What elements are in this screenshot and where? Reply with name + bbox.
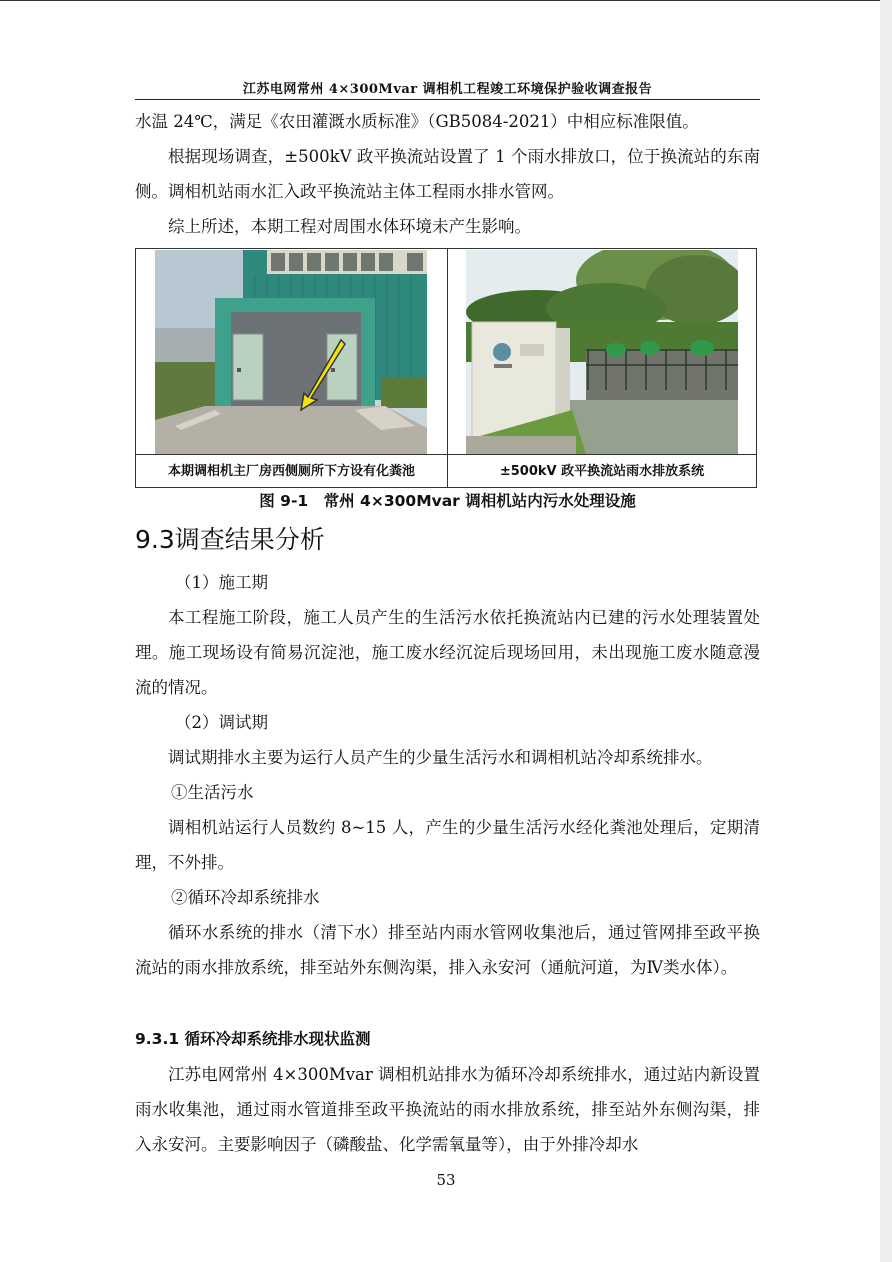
figure-title: 图 9-1 常州 4×300Mvar 调相机站内污水处理设施: [259, 492, 636, 510]
paragraph-domestic-sewage: 调相机站运行人员数约 8~15 人，产生的少量生活污水经化粪池处理后，定期清理，不外排。: [135, 818, 760, 872]
caption-left: 本期调相机主厂房西侧厕所下方设有化粪池: [167, 464, 415, 479]
heading-domestic-sewage: ①生活污水: [171, 783, 254, 802]
heading-cooling-drainage: ②循环冷却系统排水: [171, 888, 320, 907]
figure-9-1: [135, 248, 757, 488]
paragraph-rain-outlet: 根据现场调查，±500kV 政平换流站设置了 1 个雨水排放口，位于换流站的东南侧。调相机站雨水汇入政平换流站主体工程雨水排水管网。: [135, 147, 760, 201]
header-rule: [135, 99, 760, 100]
subsection-heading: 9.3.1 循环冷却系统排水现状监测: [135, 1030, 371, 1048]
section-heading: 9.3调查结果分析: [135, 525, 325, 554]
paragraph-construction: 本工程施工阶段，施工人员产生的生活污水依托换流站内已建的污水处理装置处理。施工现场设有简易沉淀池，施工废水经沉淀后现场回用，未出现施工废水随意漫流的情况。: [135, 608, 760, 697]
page-edge: [880, 0, 892, 1262]
running-header: 江苏电网常州 4×300Mvar 调相机工程竣工环境保护验收调查报告: [242, 82, 653, 97]
page-number: 53: [436, 1171, 456, 1189]
figure-divider: [447, 249, 448, 488]
top-border: [0, 0, 892, 1]
paragraph-water-temp: 水温 24℃，满足《农田灌溉水质标准》（GB5084-2021）中相应标准限值。: [135, 112, 699, 131]
paragraph-summary: 综上所述，本期工程对周围水体环境未产生影响。: [168, 217, 531, 236]
rainwater-system-photo: [466, 250, 738, 454]
septic-tank-photo: [155, 250, 427, 454]
paragraph-cooling-drainage: 循环水系统的排水（清下水）排至站内雨水管网收集池后，通过管网排至政平换流站的雨水排放系统，排至站外东侧沟渠，排入永安河（通航河道，为Ⅳ类水体）。: [135, 923, 760, 977]
paragraph-monitoring: 江苏电网常州 4×300Mvar 调相机站排水为循环冷却系统排水，通过站内新设置雨水收集池，通过雨水管道排至政平换流站的雨水排放系统，排至站外东侧沟渠，排入永安河。主要影响因子（磷酸盐、化学需氧量等），由于外排冷却水: [135, 1065, 760, 1154]
paragraph-commissioning: 调试期排水主要为运行人员产生的少量生活污水和调相机站冷却系统排水。: [168, 748, 713, 767]
heading-commissioning: （2）调试期: [175, 713, 268, 732]
caption-right: ±500kV 政平换流站雨水排放系统: [499, 464, 705, 479]
heading-construction: （1）施工期: [175, 573, 268, 592]
